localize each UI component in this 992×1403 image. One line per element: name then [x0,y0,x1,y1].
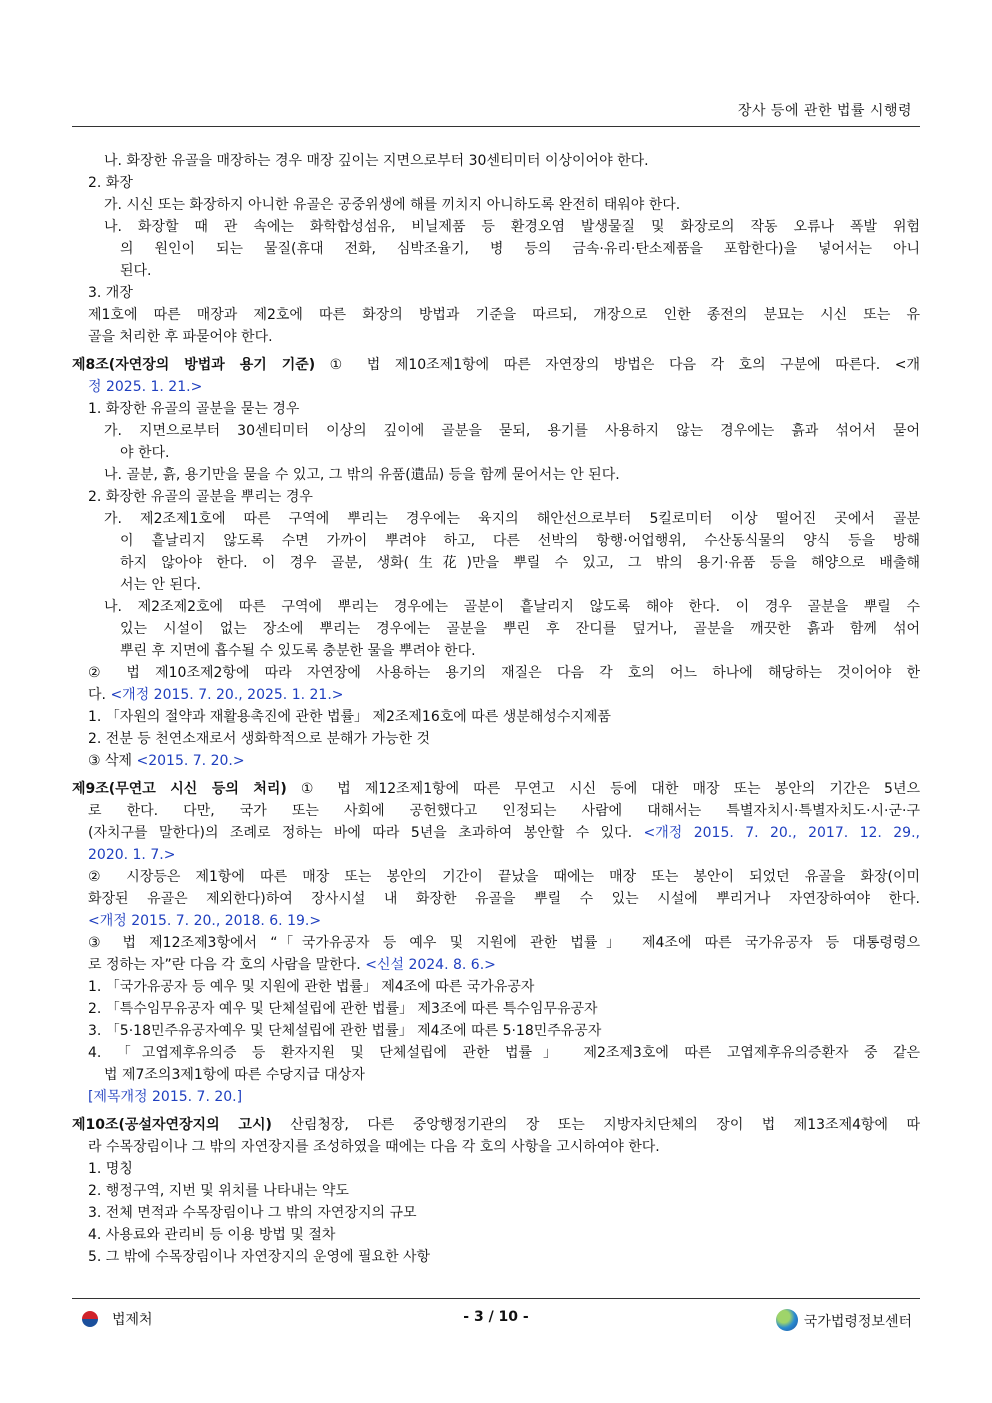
text-line: 로 정하는 자”란 다음 각 호의 사람을 말한다. <신설 2024. 8. 6.> [88,957,496,973]
text-line: 법 제7조의3제1항에 따른 수당지급 대상자 [104,1067,365,1083]
text-line: ② 시장등은 제1항에 따른 매장 또는 봉안의 기간이 끝났을 때에는 매장 또는 봉안이 되었던 유골을 화장(이미 [88,869,920,885]
text-line: 5. 그 밖에 수목장림이나 자연장지의 운영에 필요한 사항 [88,1249,431,1265]
text-line: 야 한다. [120,445,170,461]
footer-right [776,1309,912,1331]
text-line: 3. 전체 면적과 수목장림이나 그 밖의 자연장지의 규모 [88,1205,417,1221]
text-line: ③ 법 제12조제3항에서 “「국가유공자 등 예우 및 지원에 관한 법률」 제4조에 따른 국가유공자 등 대통령령으 [88,935,920,951]
text-line: 로 한다. 다만, 국가 또는 사회에 공헌했다고 인정되는 사람에 대해서는 특별자치시·특별자치도·시·군·구 [88,803,920,819]
article-heading-line: 제10조(공설자연장지의 고시) 산림청장, 다른 중앙행정기관의 장 또는 지방자치단체의 장이 법 제13조제4항에 따 [72,1117,920,1133]
article-heading-line: 제8조(자연장의 방법과 용기 기준) ① 법 제10조제1항에 따른 자연장의 방법은 다음 각 호의 구분에 따른다. <개 [72,357,920,373]
page-number: - 3 / 10 - [463,1309,529,1325]
text-line: 1. 「국가유공자 등 예우 및 지원에 관한 법률」 제4조에 따른 국가유공자 [88,979,535,995]
text-line: 1. 화장한 유골의 골분을 묻는 경우 [88,401,300,417]
footer-center-label: 국가법령정보센터 [803,1314,912,1330]
text-line: 이 흩날리지 않도록 수면 가까이 뿌려야 하고, 다른 선박의 항행·어업행위, 수산동식물의 양식 등을 방해 [120,533,920,549]
text-line: 4. 사용료와 관리비 등 이용 방법 및 절차 [88,1227,336,1243]
text-line: 있는 시설이 없는 장소에 뿌리는 경우에는 골분을 뿌린 후 잔디를 덮거나, 골분을 깨끗한 흙과 함께 섞어 [120,621,920,637]
text-line: 정 2025. 1. 21.> [88,379,203,395]
document-title: 장사 등에 관한 법률 시행령 [737,103,912,119]
text-line: 가. 제2조제1호에 따른 구역에 뿌리는 경우에는 육지의 해안선으로부터 5킬로미터 이상 떨어진 곳에서 골분 [104,511,920,527]
text-line: 2. 화장한 유골의 골분을 뿌리는 경우 [88,489,313,505]
text-line: 2. 화장 [88,175,133,191]
footer-org-label: 법제처 [112,1312,153,1328]
article-heading-line: 제9조(무연고 시신 등의 처리) ① 법 제12조제1항에 따른 무연고 시신 등에 대한 매장 또는 봉안의 기간은 5년으 [72,781,920,797]
text-line: 골을 처리한 후 파묻어야 한다. [88,329,273,345]
text-line: 2. 행정구역, 지번 및 위치를 나타내는 약도 [88,1183,349,1199]
text-line: 나. 골분, 흙, 용기만을 묻을 수 있고, 그 밖의 유품(遺品) 등을 함께 묻어서는 안 된다. [104,467,620,483]
text-line: 의 원인이 되는 물질(휴대 전화, 심박조율기, 병 등의 금속·유리·탄소제품을 포함한다)을 넣어서는 아니 [120,241,920,257]
text-line: 다. <개정 2015. 7. 20., 2025. 1. 21.> [88,687,344,703]
text-line: 나. 화장한 유골을 매장하는 경우 매장 깊이는 지면으로부터 30센티미터 이상이어야 한다. [104,153,649,169]
text-line: 나. 화장할 때 관 속에는 화학합성섬유, 비닐제품 등 환경오염 발생물질 및 화장로의 작동 오류나 폭발 위험 [104,219,920,235]
globe-logo-icon [776,1309,798,1331]
text-line: 제1호에 따른 매장과 제2호에 따른 화장의 방법과 기준을 따르되, 개장으로 인한 종전의 분묘는 시신 또는 유 [88,307,920,323]
text-line: 라 수목장림이나 그 밖의 자연장지를 조성하였을 때에는 다음 각 호의 사항을 고시하여야 한다. [88,1139,660,1155]
text-line: 2. 전분 등 천연소재로서 생화학적으로 분해가 가능한 것 [88,731,431,747]
page-footer [72,1298,920,1339]
text-line: 2. 「특수임무유공자 예우 및 단체설립에 관한 법률」 제3조에 따른 특수임무유공자 [88,1001,598,1017]
text-line: 나. 제2조제2호에 따른 구역에 뿌리는 경우에는 골분이 흩날리지 않도록 해야 한다. 이 경우 골분을 뿌릴 수 [104,599,920,615]
page-header [72,98,920,127]
text-line: 가. 지면으로부터 30센티미터 이상의 깊이에 골분을 묻되, 용기를 사용하지 않는 경우에는 흙과 섞어서 묻어 [104,423,920,439]
text-line: 1. 「자원의 절약과 재활용촉진에 관한 법률」 제2조제16호에 따른 생분해성수지제품 [88,709,611,725]
text-line: ② 법 제10조제2항에 따라 자연장에 사용하는 용기의 재질은 다음 각 호의 어느 하나에 해당하는 것이어야 한 [88,665,920,681]
text-line: 된다. [120,263,152,279]
text-line: 3. 개장 [88,285,133,301]
text-line: 하지 않아야 한다. 이 경우 골분, 생화(生花)만을 뿌릴 수 있고, 그 밖의 용기·유품 등을 해양으로 배출해 [120,555,920,571]
text-line: 3. 「5·18민주유공자예우 및 단체설립에 관한 법률」 제4조에 따른 5·18민주유공자 [88,1023,602,1039]
text-line: 1. 명칭 [88,1161,133,1177]
document-body [72,150,920,1268]
text-line: 4. 「고엽제후유의증 등 환자지원 및 단체설립에 관한 법률」 제2조제3호에 따른 고엽제후유의증환자 중 같은 [88,1045,920,1061]
text-line: [제목개정 2015. 7. 20.] [88,1089,243,1105]
text-line: 서는 안 된다. [120,577,201,593]
text-line: ③ 삭제 <2015. 7. 20.> [88,753,245,769]
text-line: 가. 시신 또는 화장하지 아니한 유골은 공중위생에 해를 끼치지 아니하도록 완전히 태워야 한다. [104,197,681,213]
text-line: <개정 2015. 7. 20., 2018. 6. 19.> [88,913,322,929]
text-line: (자치구를 말한다)의 조례로 정하는 바에 따라 5년을 초과하여 봉안할 수 있다. <개정 2015. 7. 20., 2017. 12. 29., [88,825,920,841]
text-line: 뿌린 후 지면에 흡수될 수 있도록 충분한 물을 뿌려야 한다. [120,643,476,659]
text-line: 2020. 1. 7.> [88,847,176,863]
text-line: 화장된 유골은 제외한다)하여 장사시설 내 화장한 유골을 뿌릴 수 있는 시설에 뿌리거나 자연장하여야 한다. [88,891,920,907]
